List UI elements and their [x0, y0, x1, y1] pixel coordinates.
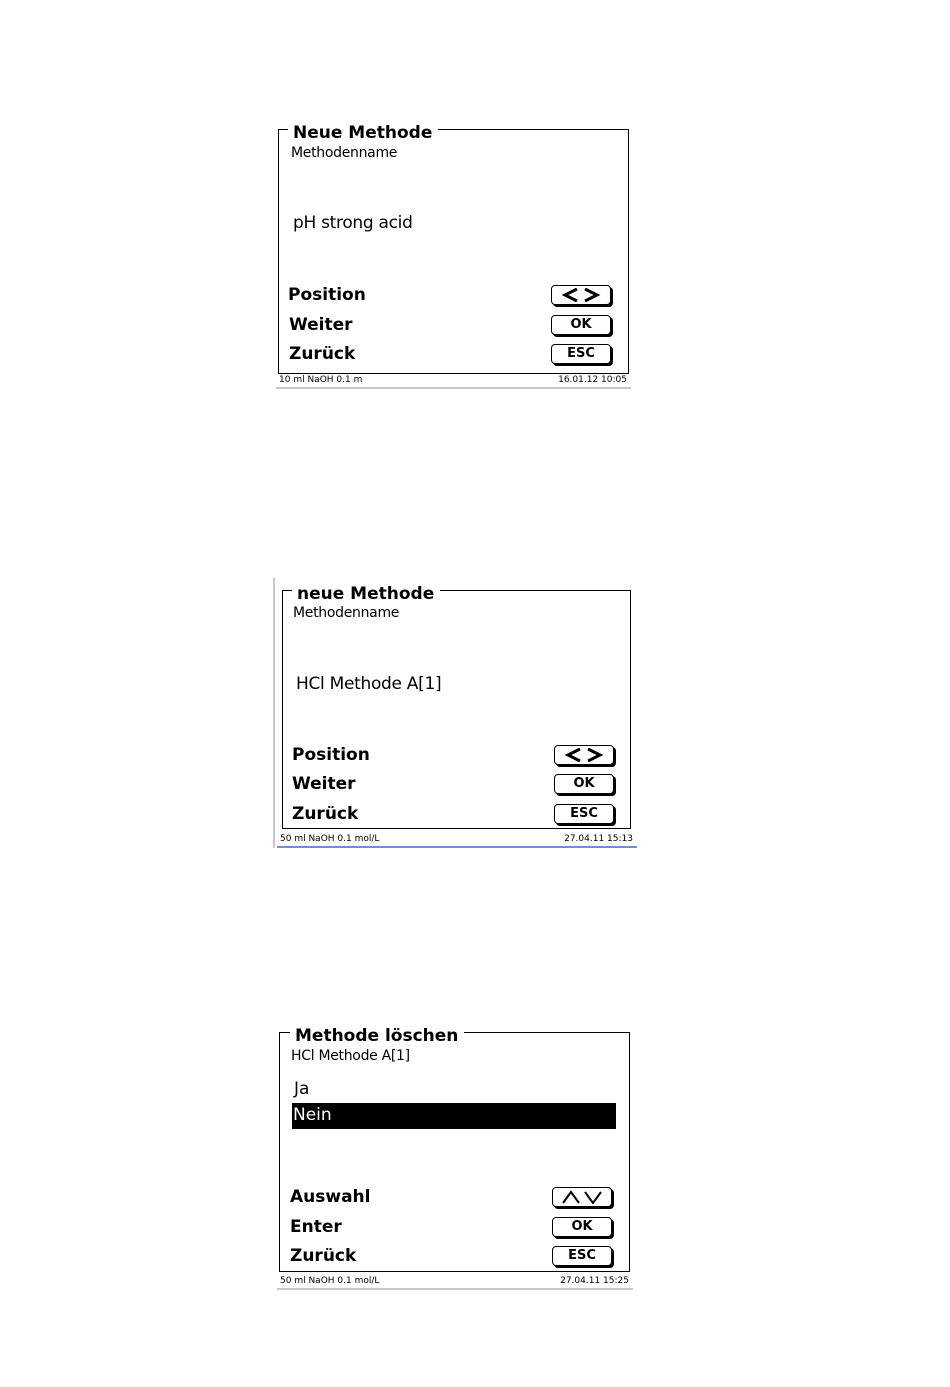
reagent-status: 10 ml NaOH 0.1 m — [279, 375, 363, 385]
position-key[interactable] — [554, 745, 614, 765]
ok-key[interactable]: OK — [554, 774, 614, 794]
esc-key[interactable]: ESC — [554, 804, 614, 824]
datetime-status: 27.04.11 15:25 — [560, 1276, 629, 1286]
option-ja[interactable]: Ja — [294, 1079, 310, 1099]
status-bar — [276, 373, 631, 389]
screen-neue-methode — [276, 120, 632, 388]
screen-neue-methode-2 — [273, 578, 639, 854]
dialog-subtitle: HCl Methode A[1] — [291, 1048, 410, 1064]
esc-key[interactable]: ESC — [552, 1246, 612, 1266]
auswahl-key[interactable] — [552, 1187, 612, 1207]
method-name-input[interactable]: pH strong acid — [293, 213, 413, 233]
datetime-status: 16.01.12 10:05 — [558, 375, 627, 385]
position-label: Position — [292, 745, 370, 765]
screen-edge — [273, 578, 275, 848]
auswahl-label: Auswahl — [290, 1187, 371, 1207]
status-bar — [277, 1274, 633, 1290]
dialog-title: neue Methode — [292, 584, 440, 604]
screen-methode-loeschen — [276, 1022, 634, 1292]
datetime-status: 27.04.11 15:13 — [564, 834, 633, 844]
reagent-status: 50 ml NaOH 0.1 mol/L — [280, 834, 380, 844]
weiter-label: Weiter — [292, 774, 356, 794]
option-nein[interactable]: Nein — [292, 1103, 616, 1129]
position-key[interactable] — [551, 285, 611, 305]
ok-key[interactable]: OK — [552, 1217, 612, 1237]
zurueck-label: Zurück — [289, 344, 356, 364]
dialog-subtitle: Methodenname — [291, 145, 398, 161]
dialog-title: Neue Methode — [288, 123, 438, 143]
dialog-frame — [278, 129, 629, 374]
up-down-arrows-icon — [559, 1190, 605, 1204]
ok-key[interactable]: OK — [551, 315, 611, 335]
zurueck-label: Zurück — [292, 804, 359, 824]
left-right-arrows-icon — [559, 288, 603, 302]
dialog-title: Methode löschen — [290, 1026, 464, 1046]
method-name-input[interactable]: HCl Methode A[1] — [296, 674, 442, 694]
esc-key[interactable]: ESC — [551, 344, 611, 364]
weiter-label: Weiter — [289, 315, 353, 335]
position-label: Position — [288, 285, 366, 305]
zurueck-label: Zurück — [290, 1246, 357, 1266]
status-bar — [277, 832, 637, 848]
left-right-arrows-icon — [562, 748, 606, 762]
reagent-status: 50 ml NaOH 0.1 mol/L — [280, 1276, 380, 1286]
dialog-subtitle: Methodenname — [293, 605, 400, 621]
enter-label: Enter — [290, 1217, 342, 1237]
